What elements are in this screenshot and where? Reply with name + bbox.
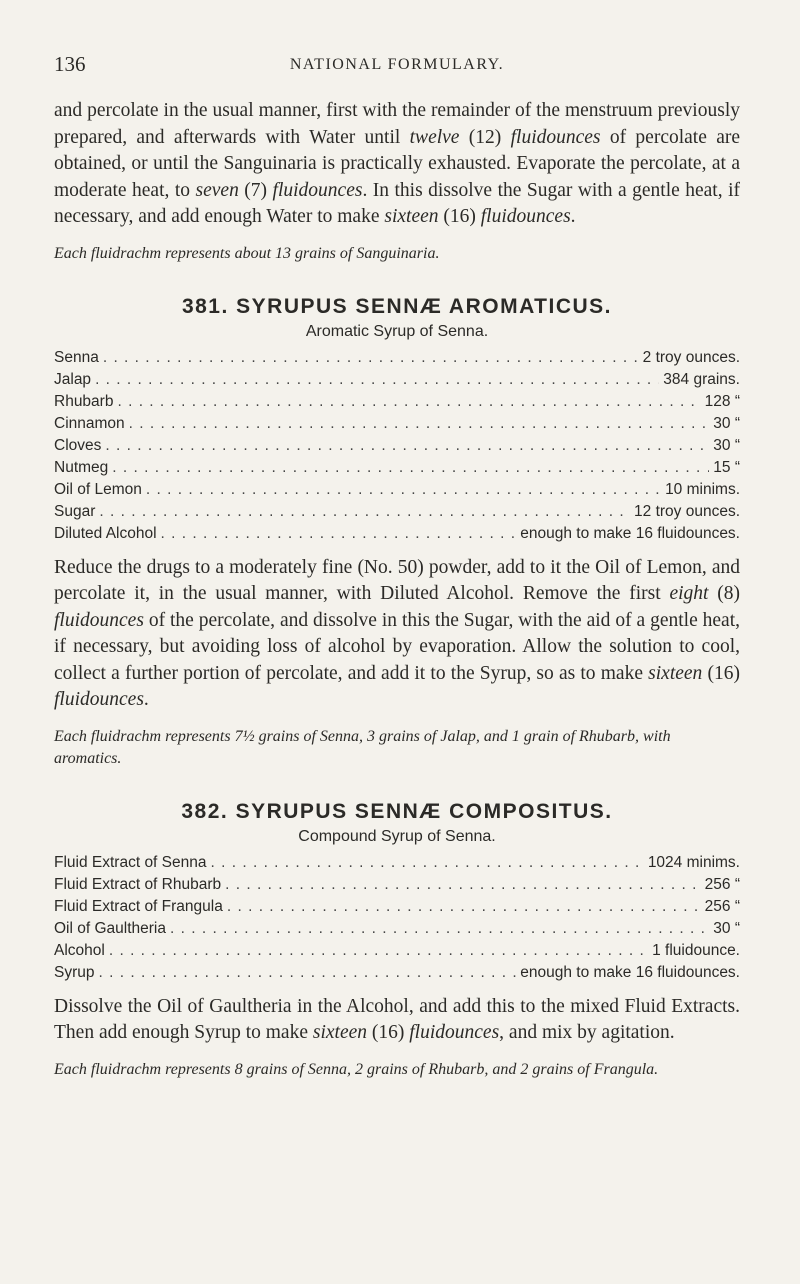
text-run: . — [570, 206, 576, 227]
section-paragraph — [54, 555, 740, 714]
ingredient-amount: enough to make 16 fluidounces. — [520, 524, 740, 542]
italic-run: fluidounces — [272, 179, 363, 201]
italic-run: sixteen — [312, 1022, 368, 1043]
ingredient-name: Senna — [54, 348, 99, 366]
ingredient-name: Alcohol — [54, 941, 105, 959]
page-header — [54, 52, 740, 78]
ingredient-row — [54, 940, 740, 962]
section-note: Each fluidrachm represents 7½ grains of Senna, 3 grains of Jalap, and 1 grain of Rhubarb, with aromatics. — [54, 727, 671, 767]
leader-dots — [112, 457, 709, 479]
ingredient-amount: 30 “ — [713, 414, 740, 432]
intro-paragraph — [54, 98, 740, 231]
ingredient-row — [54, 918, 740, 940]
text-run: (16) — [367, 1022, 410, 1043]
ingredient-amount: 256 “ — [704, 875, 740, 893]
page-content — [54, 98, 740, 1081]
ingredient-list — [54, 347, 740, 545]
ingredient-name: Fluid Extract of Frangula — [54, 897, 223, 915]
ingredient-row — [54, 852, 740, 874]
ingredient-row — [54, 347, 740, 369]
ingredient-row — [54, 896, 740, 918]
leader-dots — [227, 896, 701, 918]
leader-dots — [99, 501, 630, 523]
ingredient-name: Oil of Gaultheria — [54, 919, 166, 937]
leader-dots — [95, 369, 659, 391]
running-title: NATIONAL FORMULARY. — [289, 56, 505, 73]
ingredient-name: Oil of Lemon — [54, 480, 142, 498]
ingredient-row — [54, 435, 740, 457]
ingredient-amount: 384 grains. — [663, 370, 740, 388]
ingredient-amount: 1 fluidounce. — [652, 941, 740, 959]
leader-dots — [225, 874, 701, 896]
ingredient-name: Diluted Alcohol — [54, 524, 157, 542]
italic-run: seven — [195, 179, 239, 201]
ingredient-amount: 256 “ — [704, 897, 740, 915]
ingredient-name: Fluid Extract of Rhubarb — [54, 875, 222, 893]
leader-dots — [103, 347, 639, 369]
text-run: of the percolate, and dissolve in this the Sugar, with the aid of a gentle heat, if necessary, but avoiding loss of alcohol by evaporation. Allow the solution to cool, collect a further portion of percolate, and add it to the Syrup, so as to make — [54, 609, 740, 684]
section-382 — [54, 800, 740, 1081]
section-subtitle: Compound Syrup of Senna. — [298, 827, 496, 845]
leader-dots — [129, 413, 710, 435]
italic-run: sixteen — [384, 206, 439, 227]
ingredient-amount: 15 “ — [713, 458, 740, 476]
ingredient-amount: enough to make 16 fluidounces. — [520, 963, 740, 981]
section-title: 382. SYRUPUS SENNÆ COMPOSITUS. — [181, 799, 613, 823]
text-run: Dissolve the Oil of Gaultheria in the Alcohol, and add this to the mixed Fluid Extracts. Then add enough Syrup to make — [54, 995, 740, 1043]
page-number: 136 — [54, 52, 86, 76]
ingredient-amount: 12 troy ounces. — [634, 502, 740, 520]
text-run: . In this dissolve the Sugar with a gentle heat, if necessary, and add enough Water to make — [54, 179, 740, 227]
ingredient-amount: 30 “ — [713, 919, 740, 937]
leader-dots — [99, 962, 517, 984]
ingredient-list — [54, 852, 740, 984]
leader-dots — [170, 918, 709, 940]
ingredient-row — [54, 391, 740, 413]
leader-dots — [105, 435, 709, 457]
section-note: Each fluidrachm represents 8 grains of Senna, 2 grains of Rhubarb, and 2 grains of Frangula. — [54, 1060, 659, 1078]
ingredient-name: Syrup — [54, 963, 95, 981]
leader-dots — [161, 523, 517, 545]
text-run: Reduce the drugs to a moderately fine (No. 50) powder, add to it the Oil of Lemon, and percolate it, in the usual manner, with Diluted Alcohol. Remove the first — [54, 556, 740, 604]
intro-note: Each fluidrachm represents about 13 grains of Sanguinaria. — [54, 244, 440, 262]
text-run: . — [143, 689, 149, 710]
leader-dots — [117, 391, 700, 413]
section-381 — [54, 295, 740, 770]
ingredient-amount: 2 troy ounces. — [642, 348, 740, 366]
italic-run: fluidounces — [54, 609, 144, 631]
text-run: (8) — [708, 583, 740, 604]
ingredient-name: Cinnamon — [54, 414, 125, 432]
text-run: , and mix by agitation. — [499, 1022, 675, 1043]
italic-run: sixteen — [648, 662, 703, 684]
ingredient-name: Sugar — [54, 502, 96, 520]
ingredient-amount: 30 “ — [713, 436, 740, 454]
ingredient-amount: 128 “ — [704, 392, 740, 410]
text-run: (16) — [438, 206, 481, 227]
italic-run: fluidounces — [54, 689, 144, 710]
ingredient-row — [54, 479, 740, 501]
ingredient-row — [54, 523, 740, 545]
section-paragraph — [54, 994, 740, 1047]
leader-dots — [211, 852, 644, 874]
italic-run: eight — [669, 583, 709, 604]
ingredient-row — [54, 962, 740, 984]
ingredient-amount: 1024 minims. — [647, 853, 740, 871]
section-subtitle: Aromatic Syrup of Senna. — [305, 322, 489, 340]
ingredient-amount: 10 minims. — [665, 480, 740, 498]
text-run: (16) — [702, 662, 740, 684]
section-title: 381. SYRUPUS SENNÆ AROMATICUS. — [181, 294, 613, 318]
leader-dots — [109, 940, 648, 962]
italic-run: twelve — [409, 126, 460, 148]
ingredient-row — [54, 413, 740, 435]
text-run: (7) — [238, 179, 273, 201]
text-run: and percolate in the usual manner, first with the remainder of the menstruum previously prepared, and afterwards with Water until — [54, 100, 740, 148]
ingredient-name: Fluid Extract of Senna — [54, 853, 207, 871]
ingredient-name: Cloves — [54, 436, 102, 454]
ingredient-name: Nutmeg — [54, 458, 109, 476]
ingredient-row — [54, 457, 740, 479]
ingredient-name: Rhubarb — [54, 392, 114, 410]
ingredient-row — [54, 874, 740, 896]
text-run: (12) — [459, 126, 511, 148]
italic-run: fluidounces — [480, 206, 571, 227]
ingredient-row — [54, 369, 740, 391]
italic-run: fluidounces — [409, 1022, 500, 1043]
text-run: of percolate are obtained, or until the Sanguinaria is practically exhausted. Evaporate the percolate, at a moderate heat, to — [54, 126, 741, 201]
ingredient-name: Jalap — [54, 370, 92, 388]
ingredient-row — [54, 501, 740, 523]
leader-dots — [146, 479, 661, 501]
italic-run: fluidounces — [510, 126, 601, 148]
